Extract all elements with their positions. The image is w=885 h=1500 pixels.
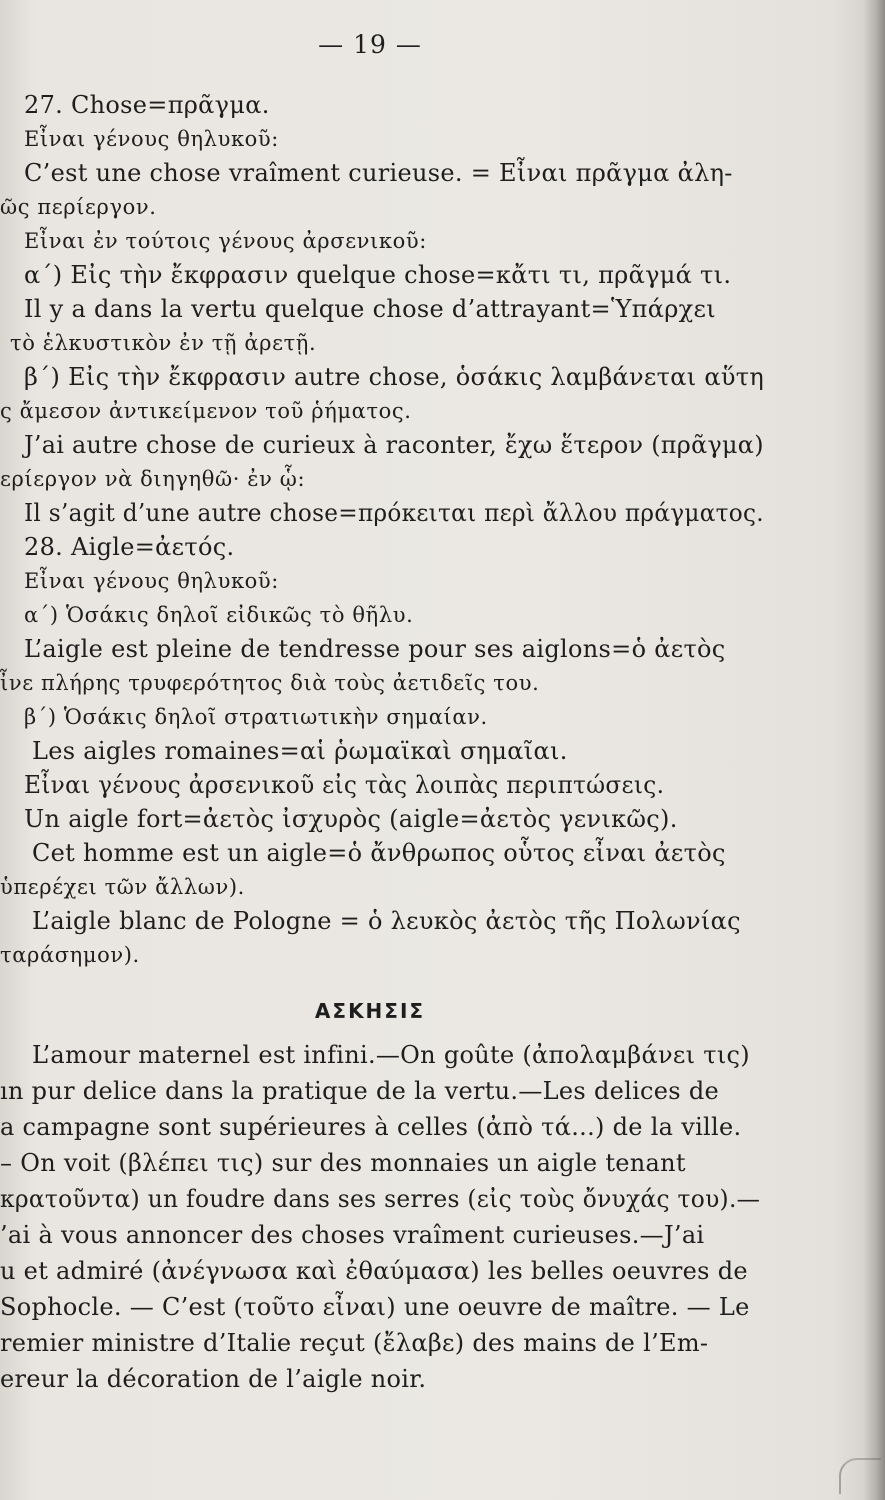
- text-line: κρατοῦντα) un foudre dans ses serres (εἰς τοὺς ὄνυχάς του).—: [0, 1185, 761, 1213]
- text-line: 28. Aigle=ἀετός.: [24, 533, 235, 561]
- text-line: u et admiré (ἀνέγνωσα καὶ ἐθαύμασα) les belles oeuvres de: [0, 1257, 748, 1285]
- text-line: Les aigles romaines=αἱ ῥωμαϊκαὶ σημαῖαι.: [32, 737, 568, 765]
- text-line: ταράσημον).: [0, 943, 140, 967]
- text-line: C’est une chose vraîment curieuse. = Εἶναι πρᾶγμα ἀλη-: [24, 159, 733, 187]
- text-line: Εἶναι γένους θηλυκοῦ:: [24, 569, 279, 593]
- text-line: ερίεργον νὰ διηγηθῶ· ἐν ᾧ:: [0, 467, 306, 491]
- text-line: Cet homme est un aigle=ὁ ἄνθρωπος οὗτος εἶναι ἀετὸς: [32, 839, 726, 867]
- text-line: Il y a dans la vertu quelque chose d’attrayant=Ὑπάρχει: [24, 295, 716, 323]
- text-line: – On voit (βλέπει τις) sur des monnaies un aigle tenant: [0, 1149, 686, 1177]
- text-line: α΄) Ὁσάκις δηλοῖ εἰδικῶς τὸ θῆλυ.: [24, 603, 414, 627]
- text-line: L’amour maternel est infini.—On goûte (ἀπολαμβάνει τις): [32, 1041, 750, 1069]
- text-line: ın pur delice dans la pratique de la vertu.—Les delices de: [0, 1077, 720, 1105]
- text-line: Εἶναι ἐν τούτοις γένους ἀρσενικοῦ:: [24, 229, 427, 253]
- text-line: L’aigle blanc de Pologne = ὁ λευκὸς ἀετὸς τῆς Πολωνίας: [32, 907, 741, 935]
- text-line: Un aigle fort=ἀετὸς ἰσχυρὸς (aigle=ἀετὸς γενικῶς).: [24, 805, 678, 833]
- text-line: remier ministre d’Italie reçut (ἔλαβε) des mains de l’Em-: [0, 1329, 709, 1357]
- page-number: — 19 —: [318, 30, 422, 59]
- text-line: L’aigle est pleine de tendresse pour ses aiglons=ὁ ἀετὸς: [24, 635, 726, 663]
- text-line: Sophocle. — C’est (τοῦτο εἶναι) une oeuvre de maître. — Le: [0, 1293, 750, 1321]
- text-line: Εἶναι γένους θηλυκοῦ:: [24, 127, 279, 151]
- text-line: a campagne sont supérieures à celles (ἀπὸ τά...) de la ville.: [0, 1113, 742, 1141]
- page-edge-shadow: [863, 0, 885, 1500]
- exercise-heading: ΑΣΚΗΣΙΣ: [314, 999, 426, 1023]
- text-line: J’ai autre chose de curieux à raconter, ἔχω ἕτερον (πρᾶγμα): [24, 431, 764, 459]
- text-line: Il s’agit d’une autre chose=πρόκειται περὶ ἄλλου πράγματος.: [24, 499, 764, 527]
- text-line: β΄) Ὁσάκις δηλοῖ στρατιωτικὴν σημαίαν.: [24, 705, 488, 729]
- text-line: ῶς περίεργον.: [0, 195, 157, 219]
- page-corner-mark: [839, 1458, 881, 1494]
- text-line: ereur la décoration de l’aigle noir.: [0, 1365, 427, 1393]
- text-line: ’ai à vous annoncer des choses vraîment curieuses.—J’ai: [0, 1221, 705, 1249]
- text-line: ς ἄμεσον ἀντικείμενον τοῦ ῥήματος.: [0, 399, 412, 423]
- text-line: Εἶναι γένους ἀρσενικοῦ εἰς τὰς λοιπὰς περιπτώσεις.: [24, 771, 665, 799]
- text-line: τὸ ἑλκυστικὸν ἐν τῇ ἀρετῇ.: [10, 331, 317, 355]
- text-line: β΄) Εἰς τὴν ἔκφρασιν autre chose, ὁσάκις λαμβάνεται αὕτη: [24, 363, 765, 391]
- text-line: ὑπερέχει τῶν ἄλλων).: [0, 875, 245, 899]
- text-line: α΄) Εἰς τὴν ἔκφρασιν quelque chose=κἄτι τι, πρᾶγμά τι.: [24, 261, 732, 289]
- text-line: 27. Chose=πρᾶγμα.: [24, 91, 270, 119]
- text-line: ἶνε πλήρης τρυφερότητος διὰ τοὺς ἀετιδεῖς του.: [0, 671, 540, 695]
